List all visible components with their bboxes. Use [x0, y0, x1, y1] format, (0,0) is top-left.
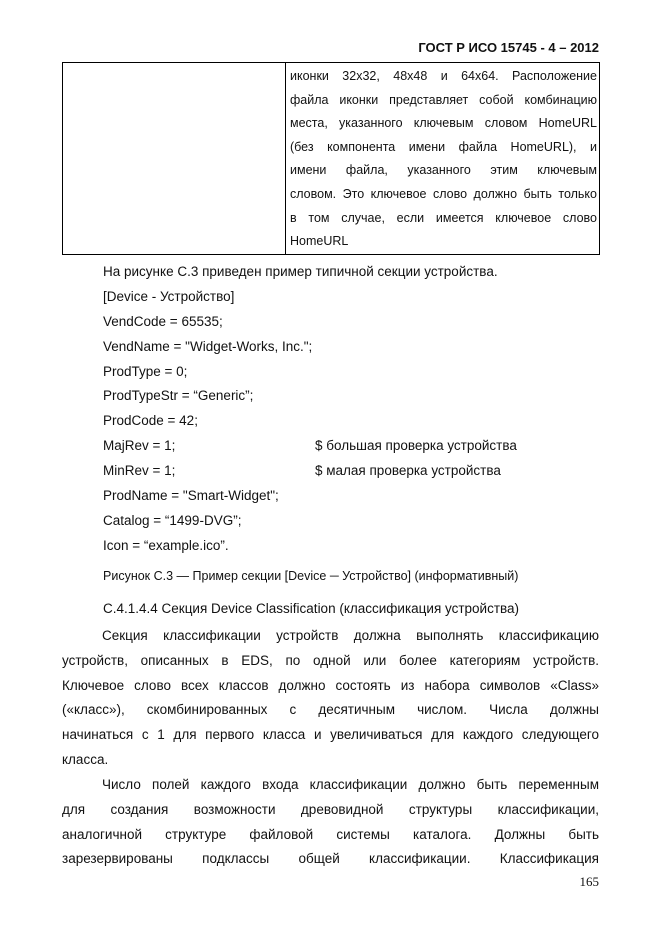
code-line: MajRev = 1; [103, 438, 176, 453]
code-comment: $ малая проверка устройства [315, 463, 501, 478]
cell-line: (без компонента имени файла HomeURL), и [290, 139, 597, 154]
code-line: VendCode = 65535; [103, 314, 223, 329]
paragraph-line: аналогичной структуре файловой системы каталога. Должны быть [62, 826, 599, 842]
paragraph-line: Секция классификации устройств должна выполнять классификацию [102, 628, 599, 643]
code-line: [Device - Устройство] [103, 289, 235, 304]
page-number: 165 [579, 874, 599, 889]
code-line: ProdType = 0; [103, 364, 188, 379]
cell-line: словом. Это ключевое слово должно быть только [290, 186, 597, 201]
cell-line: файла иконки представляет собой комбинацию [290, 92, 597, 107]
table-cell-empty [63, 63, 286, 255]
table-row [63, 63, 600, 255]
paragraph-line: Ключевое слово всех классов должно состоять из набора символов «Class» [62, 677, 599, 693]
code-line: ProdCode = 42; [103, 413, 198, 428]
paragraph-line: устройств, описанных в EDS, по одной или более категориям устройств. [62, 652, 599, 668]
continuation-table [62, 62, 600, 255]
paragraph-line: Число полей каждого входа классификации должно быть переменным [102, 777, 599, 792]
paragraph-line: класса. [62, 751, 109, 767]
paragraph-line: («класс»), скомбинированных с десятичным числом. Числа должны [62, 702, 599, 718]
section-heading: С.4.1.4.4 Секция Device Classification (классификация устройства) [103, 601, 520, 616]
paragraph-classification-fields [62, 773, 599, 872]
paragraph-classification-rules [62, 624, 599, 773]
code-comment: $ большая проверка устройства [315, 438, 517, 453]
code-line: VendName = "Widget-Works, Inc."; [103, 339, 313, 354]
table-cell-description [286, 63, 600, 255]
cell-line: места, указанного ключевым словом HomeURL [290, 116, 597, 131]
cell-line: имени файла, указанного этим ключевым [290, 163, 597, 178]
code-line: Icon = “example.ico”. [103, 538, 229, 553]
code-line: Catalog = “1499-DVG”; [103, 513, 242, 528]
cell-line: HomeURL [290, 234, 349, 249]
paragraph-line: начинаться с 1 для первого класса и увеличиваться для каждого следующего [62, 727, 599, 743]
code-line: ProdTypeStr = “Generic”; [103, 388, 254, 403]
figure-intro: На рисунке С.3 приведен пример типичной секции устройства. [103, 264, 498, 279]
paragraph-line: зарезервированы подклассы общей классификации. Классификация [62, 851, 599, 867]
standard-header: ГОСТ Р ИСО 15745 - 4 – 2012 [418, 40, 599, 55]
code-line: MinRev = 1; [103, 463, 176, 478]
paragraph-line: для создания возможности древовидной структуры классификации, [62, 801, 599, 817]
cell-line: в том случае, если имеется ключевое слово [290, 210, 597, 225]
code-line: ProdName = "Smart-Widget"; [103, 488, 279, 503]
cell-line: иконки 32x32, 48x48 и 64x64. Расположение [290, 69, 597, 83]
figure-caption: Рисунок С.3 — Пример секции [Device ─ Устройство] (информативный) [103, 569, 519, 583]
